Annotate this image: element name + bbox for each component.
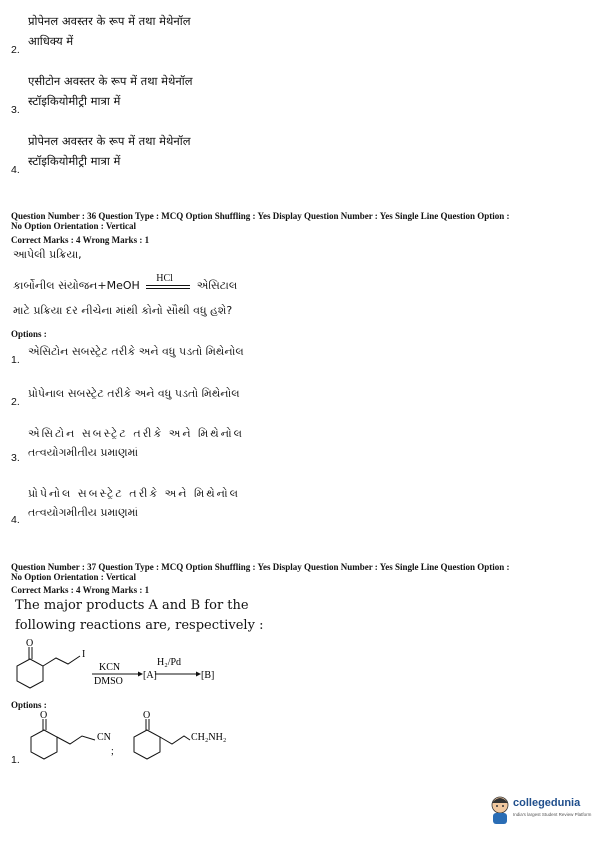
q35-option-2-number: 2. [11, 44, 20, 56]
q35-option-3-number: 3. [11, 104, 20, 116]
q36-meta-line1: Question Number : 36 Question Type : MCQ Option Shuffling : Yes Display Question Number : Yes Single Line Question Option : [11, 211, 510, 221]
q37-meta-line2: No Option Orientation : Vertical [11, 572, 136, 582]
q36-option-4-line2: તત્વયોગમીતીય પ્રમાણમાં [28, 506, 139, 519]
q36-reactants: કાર્બોનીલ સંયોજન+MeOH [13, 279, 140, 292]
q37-option-1-group-a: CN [97, 732, 111, 743]
brand-name: collegedunia [513, 797, 581, 809]
q37-cyclohexane-ring [17, 659, 43, 688]
mascot-icon [488, 795, 512, 825]
q36-marks: Correct Marks : 4 Wrong Marks : 1 [11, 235, 150, 245]
q36-arrow-label: HCl [156, 273, 173, 284]
q37-side-chain [43, 656, 80, 666]
q37-question-line2: following reactions are, respectively : [15, 618, 264, 633]
q37-option-1-oxygen-a: O [40, 710, 48, 721]
q36-question-line3: માટે પ્રક્રિયા દર નીચેના માંથી કોનો સૌથી વધુ હશે? [13, 304, 233, 317]
q37-oxygen-label: O [26, 638, 34, 649]
q37-option-1-group-b: CH₂NH₂ [191, 732, 227, 743]
q35-option-2-line1: प्रोपेनल अवस्तर के रूप में तथा मेथेनॉल [28, 14, 191, 28]
q37-reagent2-top: H₂/Pd [157, 657, 182, 668]
q36-option-2-number: 2. [11, 396, 20, 408]
q36-product: એસિટાલ [196, 279, 238, 292]
q36-option-1-number: 1. [11, 354, 20, 366]
q37-options-label: Options : [11, 700, 47, 710]
q37-reagent1-top: KCN [99, 662, 121, 673]
q36-option-3-line2: તત્વયોગમીતીય પ્રમાણમાં [28, 446, 139, 459]
q37-product-b: [B] [201, 670, 215, 681]
q36-option-3-line1: એસિટોન સબસ્ટ્રેટ તરીકે અને મિથેનોલ [28, 427, 244, 440]
q37-product-a: [A] [143, 670, 157, 681]
q37-option-1-structures [20, 710, 250, 762]
q37-meta-line1: Question Number : 37 Question Type : MCQ Option Shuffling : Yes Display Question Number : Yes Single Line Question Option : [11, 562, 510, 572]
brand-tagline: India's largest Student Review Platform [513, 812, 592, 817]
q37-option-1-separator: ; [111, 746, 114, 757]
q36-question-line1: આપેલી પ્રક્રિયા, [13, 248, 82, 261]
q36-option-4-number: 4. [11, 514, 20, 526]
q37-option-1-number: 1. [11, 754, 20, 766]
q35-option-3-line1: एसीटोन अवस्तर के रूप में तथा मेथेनॉल [28, 74, 193, 88]
q36-reaction-arrow [146, 273, 190, 292]
q36-options-label: Options : [11, 329, 47, 339]
q36-option-1-text: એસિટોન સબસ્ટ્રેટ તરીકે અને વધુ પડતો મિથેનોલ [28, 345, 244, 358]
q36-question-line2 [13, 273, 238, 295]
q37-iodine-label: I [82, 649, 86, 660]
q35-option-4-line1: प्रोपेनल अवस्तर के रूप में तथा मेथेनॉल [28, 134, 191, 148]
q35-option-4-line2: स्टॉइकियोमीट्री मात्रा में [28, 154, 121, 168]
q35-option-2-line2: आधिक्य में [28, 34, 74, 48]
q36-option-2-text: પ્રોપેનાલ સબસ્ટ્રેટ તરીકે અને વધુ પડતો મિથેનોલ [28, 387, 240, 400]
q37-question-line1: The major products A and B for the [15, 598, 249, 613]
q36-option-3-number: 3. [11, 452, 20, 464]
q37-reaction-scheme [10, 636, 230, 696]
q36-option-4-line1: પ્રોપેનોલ સબસ્ટ્રેટ તરીકે અને મિથેનોલ [28, 487, 240, 500]
collegedunia-watermark [488, 793, 592, 827]
q37-option-1-oxygen-b: O [143, 710, 151, 721]
q37-marks: Correct Marks : 4 Wrong Marks : 1 [11, 585, 150, 595]
q36-meta-line2: No Option Orientation : Vertical [11, 221, 136, 231]
q35-option-3-line2: स्टॉइकियोमीट्री मात्रा में [28, 94, 121, 108]
q37-reagent1-bottom: DMSO [94, 676, 123, 687]
q35-option-4-number: 4. [11, 164, 20, 176]
